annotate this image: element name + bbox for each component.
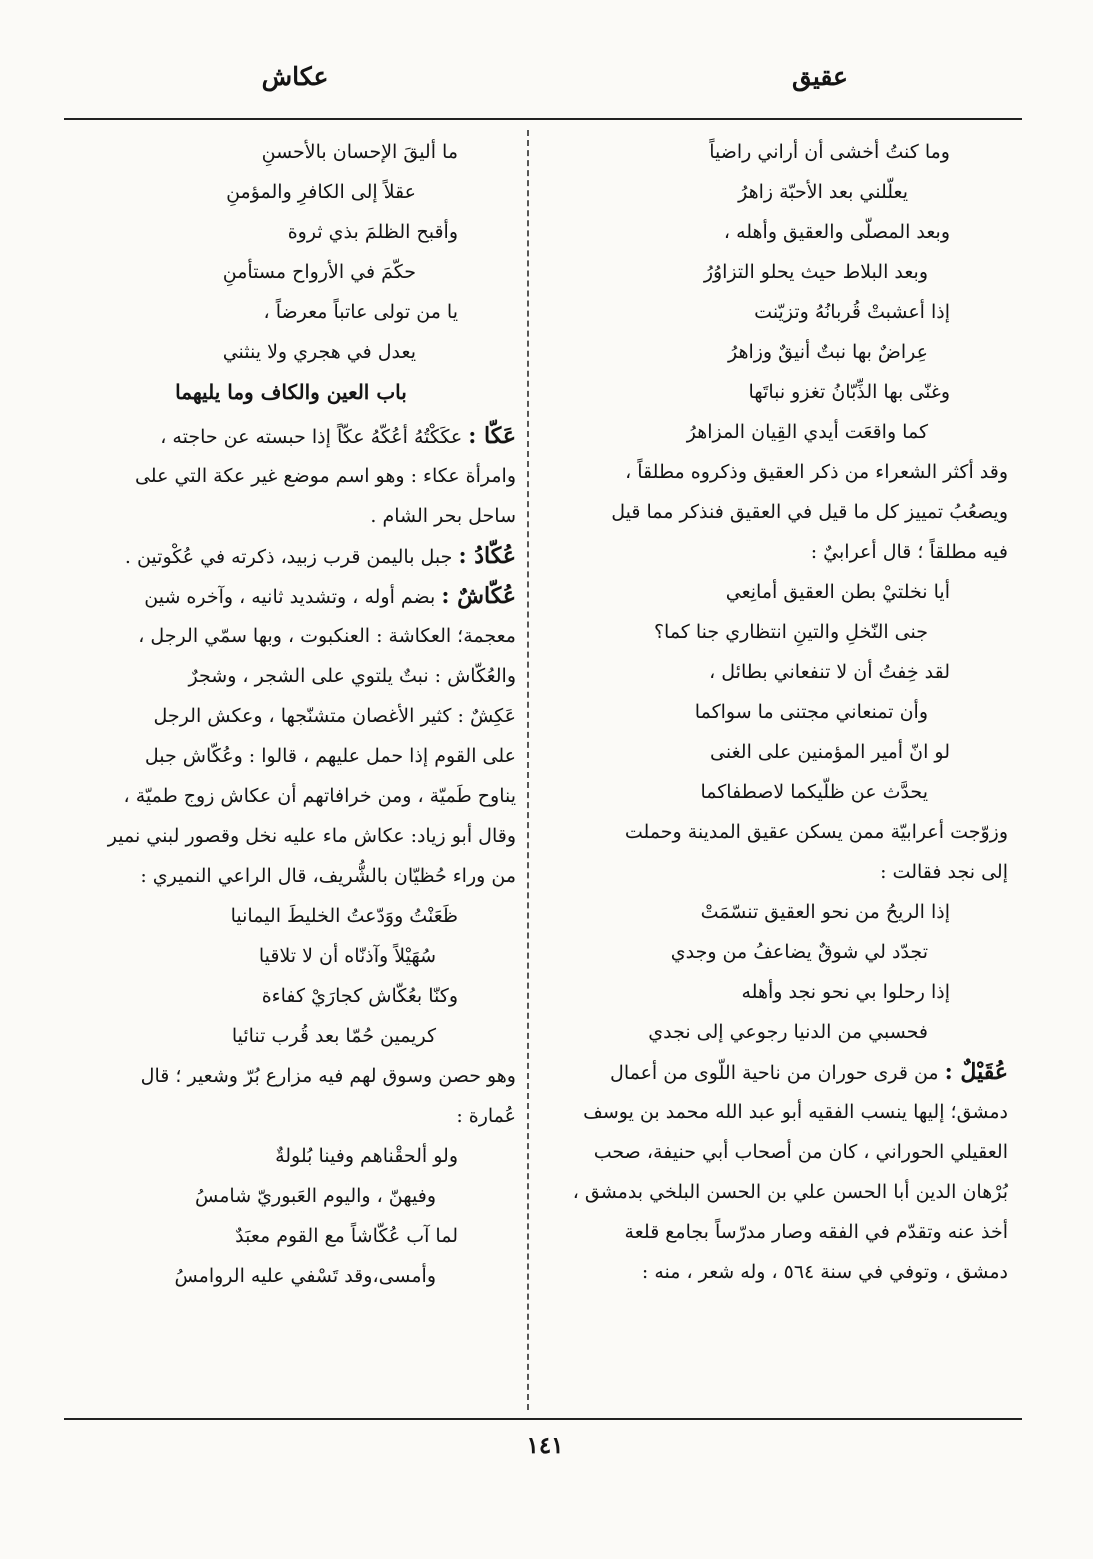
prose-line: العقيلي الحوراني ، كان من أصحاب أبي حنيفة، صحب — [593, 1141, 1008, 1163]
prose-line: من وراء حُظيّان بالشُّريف، قال الراعي النميري : — [140, 865, 516, 887]
verse-line: يعدل في هجري ولا ينثني — [222, 341, 416, 363]
prose-line: وقد أكثر الشعراء من ذكر العقيق وذكروه مطلقاً ، — [625, 461, 1008, 483]
prose-line: وقال أبو زياد: عكاش ماء عليه نخل وقصور لبني نمير — [107, 825, 516, 847]
verse-line: ما أليقَ الإحسان بالأحسنِ — [261, 141, 458, 163]
verse-line: عقلاً إلى الكافرِ والمؤمنِ — [226, 181, 416, 203]
verse-line: إذا رحلوا بي نحو نجد وأهله — [741, 981, 950, 1003]
prose-line: ويصعُبُ تمييز كل ما قيل في العقيق فنذكر مما قيل — [611, 501, 1008, 523]
running-head-left: عكاش — [261, 62, 329, 91]
verse-line: لقد خِفتُ أن لا تنفعاني بطائل ، — [709, 661, 950, 683]
verse-line: وأمسى،وقد تَسْفي عليه الروامسُ — [174, 1265, 436, 1287]
prose-line: على القوم إذا حمل عليهم ، قالوا : وعُكّاش جبل — [144, 745, 516, 767]
verse-line: إذا أعشبتْ قُربانُهُ وتزيّنت — [754, 301, 950, 323]
entry-headword: عُقَيْلٌ : — [944, 1059, 1008, 1085]
verse-line: ولو ألحقْناهم وفينا بُلولةٌ — [275, 1145, 458, 1167]
section-title: باب العين والكاف وما يليهما — [175, 380, 407, 404]
verse-line: وكنّا بعُكّاش كجارَيْ كفاءة — [261, 985, 458, 1007]
verse-line: وما كنتُ أخشى أن أراني راضياً — [709, 141, 950, 163]
prose-line: عُمارة : — [456, 1105, 516, 1127]
entry-headword: عَكّا : — [468, 423, 516, 449]
verse-line: أيا نخلتيْ بطن العقيق أمانِعي — [725, 581, 950, 603]
prose-line: وهو حصن وسوق لهم فيه مزارع بُرّ وشعير ؛ قال — [140, 1065, 516, 1087]
verse-line: يا من تولى عاتباً معرضاً ، — [263, 301, 458, 323]
entry-first-line: عَكّا : عكَكْتُهُ أعُكّهُ عكّاً إذا حبسته عن حاجته ، — [160, 423, 516, 449]
entry-headword: عُكّاشٌ : — [441, 583, 516, 609]
verse-line: ظَعَنْتُ ووَدّعتُ الخليطَ اليمانيا — [230, 905, 458, 927]
prose-line: فيه مطلقاً ؛ قال أعرابيٌ : — [810, 541, 1008, 563]
footer-rule — [64, 1418, 1022, 1420]
prose-line: والعُكّاش : نبتٌ يلتوي على الشجر ، وشجرٌ — [188, 665, 516, 687]
prose-line: عَكِشٌ : كثير الأغصان متشنّجها ، وعكش الرجل — [153, 705, 516, 727]
prose-line: معجمة؛ العكاشة : العنكبوت ، وبها سمّي الرجل ، — [138, 625, 516, 647]
verse-line: سُهَيْلاً وآذنّاه أن لا تلاقيا — [258, 945, 436, 967]
left-column — [66, 132, 516, 1296]
verse-line: وفيهنّ ، واليوم العَبوريّ شامسُ — [195, 1185, 436, 1207]
prose-line: يناوح طَميّة ، ومن خرافاتهم أن عكاش زوج طميّة ، — [123, 785, 516, 807]
running-head-right: عقيق — [792, 62, 848, 91]
verse-line: وبعد البلاط حيث يحلو التزاوُرُ — [703, 261, 928, 283]
verse-line: وغنّى بها الذِّبّانُ تغزو نباتَها — [748, 381, 950, 403]
verse-line: وأن تمنعاني مجتنى ما سواكما — [694, 701, 928, 723]
verse-line: يعلّلني بعد الأحبّة زاهرُ — [738, 181, 908, 203]
entry-first-line: عُكّادُ : جبل باليمن قرب زبيد، ذكرته في عُكْوتين . — [124, 543, 516, 569]
verse-line: فحسبي من الدنيا رجوعي إلى نجدي — [648, 1021, 928, 1043]
prose-line: ساحل بحر الشام . — [370, 505, 516, 527]
column-separator — [527, 130, 529, 1410]
right-column — [542, 132, 1008, 1292]
verse-line: إذا الريحُ من نحو العقيق تنسّمَتْ — [700, 901, 950, 923]
verse-line: كريمين حُمّا بعد قُرب تنائيا — [231, 1025, 436, 1047]
entry-first-line: عُكّاشٌ : بضم أوله ، وتشديد ثانيه ، وآخره شين — [144, 583, 516, 609]
verse-line: عِراضٌ بها نبتٌ أنيقٌ وزاهرُ — [727, 341, 928, 363]
verse-line: وبعد المصلّى والعقيق وأهله ، — [723, 221, 950, 243]
prose-line: وامرأة عكاء : وهو اسم موضع غير عكة التي على — [134, 465, 516, 487]
verse-line: كما واقعَت أيدي القِيان المزاهرُ — [686, 421, 928, 443]
verse-line: وأقبح الظلمَ بذي ثروة — [287, 221, 458, 243]
header-rule — [64, 118, 1022, 120]
verse-line: جنى النّخلِ والتينِ انتظاري جنا كما؟ — [653, 621, 928, 643]
verse-line: تجدّد لي شوقٌ يضاعفُ من وجدي — [670, 941, 928, 963]
prose-line: أخذ عنه وتقدّم في الفقه وصار مدرّساً بجامع قلعة — [624, 1221, 1008, 1243]
prose-line: بُرْهان الدين أبا الحسن علي بن الحسن البلخي بدمشق ، — [572, 1181, 1008, 1203]
entry-headword: عُكّادُ : — [458, 543, 516, 569]
prose-line: إلى نجد فقالت : — [880, 861, 1008, 883]
page-number: ١٤١ — [526, 1432, 564, 1459]
verse-line: لو انّ أمير المؤمنين على الغنى — [710, 741, 950, 763]
verse-line: لما آب عُكّاشاً مع القوم معبَدٌ — [235, 1225, 458, 1247]
verse-line: يحدَّث عن ظلّيكما لاصطفاكما — [700, 781, 928, 803]
prose-line: دمشق؛ إليها ينسب الفقيه أبو عبد الله محمد بن يوسف — [583, 1101, 1008, 1123]
prose-line: وزوّجت أعرابيّة ممن يسكن عقيق المدينة وحملت — [624, 821, 1008, 843]
verse-line: حكّمَ في الأرواح مستأمنِ — [222, 261, 416, 283]
prose-line: دمشق ، وتوفي في سنة ٥٦٤ ، وله شعر ، منه : — [641, 1261, 1008, 1283]
entry-first-line: عُقَيْلٌ : من قرى حوران من ناحية اللّوى من أعمال — [610, 1059, 1008, 1085]
